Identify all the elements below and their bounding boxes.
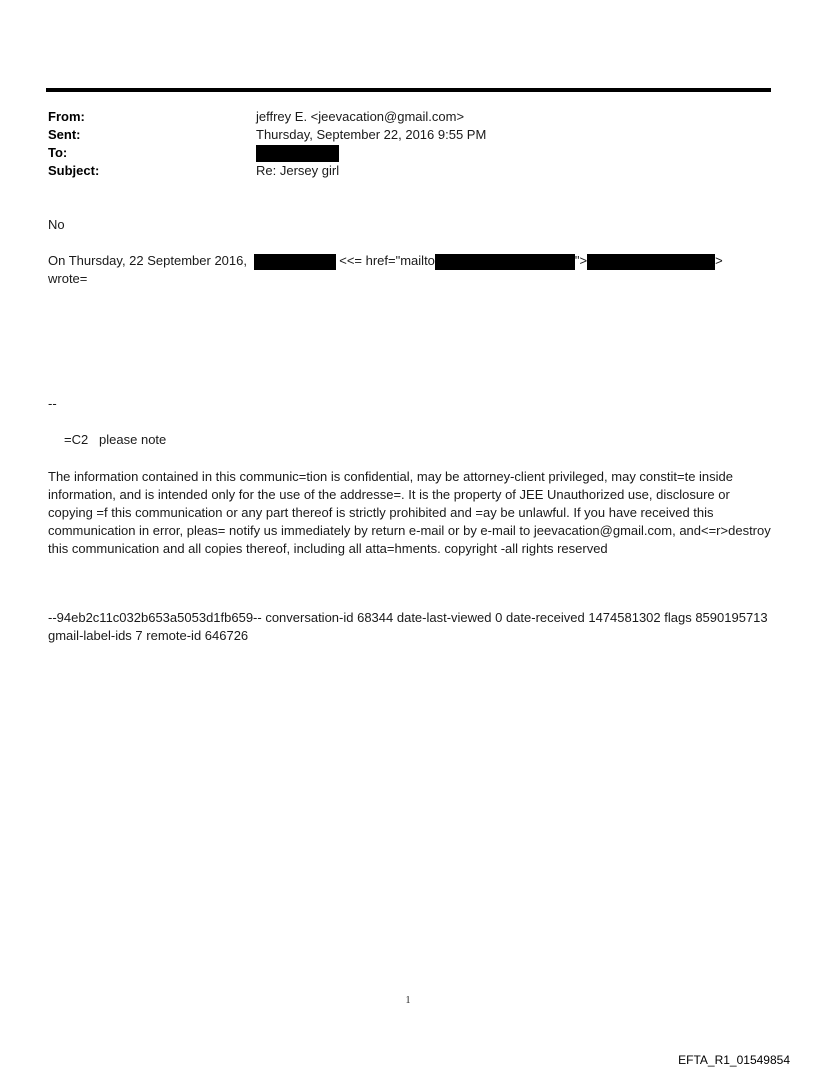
- document-id: EFTA_R1_01549854: [678, 1053, 790, 1067]
- signature-separator: --: [48, 396, 57, 411]
- redaction-box: [435, 254, 575, 270]
- subject-value: Re: Jersey girl: [256, 163, 340, 178]
- redaction-box: [254, 254, 336, 270]
- sent-label: Sent:: [48, 127, 81, 142]
- quote-wrote: wrote=: [48, 271, 88, 286]
- sent-row: [48, 126, 768, 144]
- please-note: =C2 please note: [64, 432, 167, 447]
- from-label: From:: [48, 109, 85, 124]
- quote-prefix: On Thursday, 22 September 2016,: [48, 253, 247, 268]
- message-metadata: --94eb2c11c032b653a5053d1fb659-- conversation-id 68344 date-last-viewed 0 date-received 1474581302 flags 8590195713 gmail-label-ids 7 remote-id 646726: [48, 610, 768, 643]
- quote-mid2: ">: [574, 253, 588, 268]
- subject-label: Subject:: [48, 163, 100, 178]
- from-value: jeffrey E. <jeevacation@gmail.com>: [256, 109, 465, 124]
- reply-text: No: [48, 217, 65, 232]
- email-header: [48, 108, 768, 180]
- redaction-box: [256, 145, 339, 162]
- to-value: [256, 144, 768, 162]
- sent-value: Thursday, September 22, 2016 9:55 PM: [256, 127, 487, 142]
- subject-row: [48, 162, 768, 180]
- from-row: [48, 108, 768, 126]
- to-label: To:: [48, 145, 68, 160]
- header-rule: [46, 88, 771, 92]
- quote-mid: <<= href="mailto: [339, 253, 435, 268]
- quote-end: >: [715, 253, 723, 268]
- quoted-attribution: [48, 252, 772, 288]
- redaction-box: [587, 254, 715, 270]
- confidentiality-disclaimer: The information contained in this communic=tion is confidential, may be attorney-client privileged, may constit=te inside information, and is intended only for the use of the addresse=. It is the property of JEE Unauthorized use, disclosure or copying =f this communication or any part thereof is strictly prohibited and =ay be unlawful. If you have received this communication in error, pleas= notify us immediately by return e-mail or by e-mail to jeevacation@gmail.com, and<=r>destroy this communication and all copies thereof, including all atta=hments. copyright -all rights reserved: [48, 469, 771, 556]
- to-row: [48, 144, 768, 162]
- page-number: 1: [405, 995, 411, 1006]
